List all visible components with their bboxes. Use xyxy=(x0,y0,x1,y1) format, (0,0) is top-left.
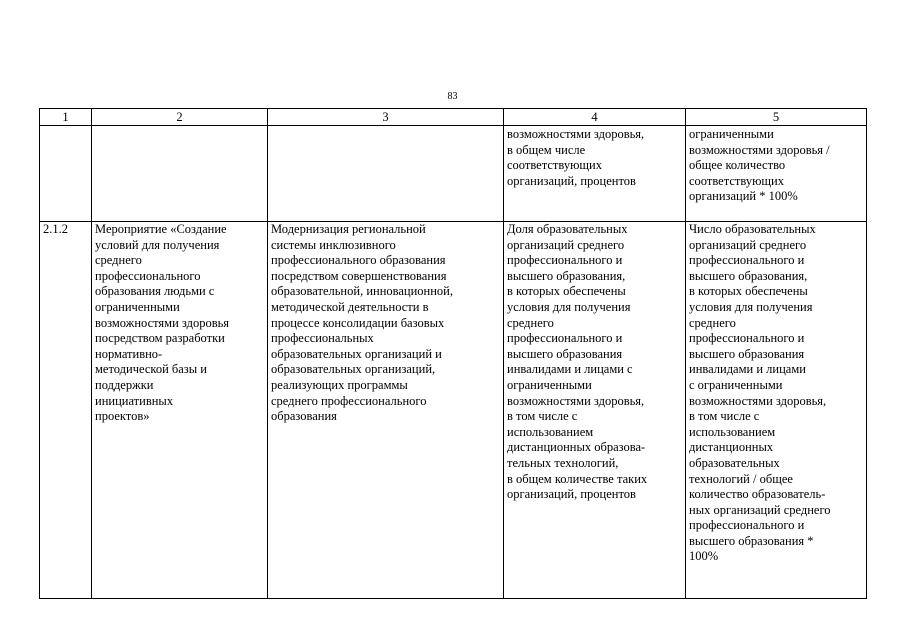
cell-item-number xyxy=(40,126,92,222)
column-header-1: 1 xyxy=(40,109,92,126)
column-header-2: 2 xyxy=(92,109,268,126)
cell-event-name: Мероприятие «Создание условий для получения среднего профессионального образования людьми с ограниченными возможностями здоровья посредством разработки нормативно- методической базы и поддержки инициативных проектов» xyxy=(92,222,268,599)
measures-table xyxy=(39,108,867,599)
cell-calculation-formula: Число образовательных организаций среднего профессионального и высшего образования, в которых обеспечены условия для получения среднего профессионального и высшего образования инвалидами и лицами с ограниченными возможностями здоровья, в том числе с использованием дистанционных образовательных технологий / общее количество образователь- ных организаций среднего профессионального и высшего образования * 100% xyxy=(686,222,867,599)
cell-mechanism xyxy=(268,126,504,222)
table-row xyxy=(40,126,867,222)
cell-mechanism: Модернизация региональной системы инклюзивного профессионального образования посредством совершенствования образовательной, инновационной, методической деятельности в процессе консолидации базовых профессиональных образовательных организаций и образовательных организаций, реализующих программы среднего профессионального образования xyxy=(268,222,504,599)
cell-indicator: Доля образовательных организаций среднего профессионального и высшего образования, в которых обеспечены условия для получения среднего профессионального и высшего образования инвалидами и лицами с ограниченными возможностями здоровья, в том числе с использованием дистанционных образова- тельных технологий, в общем количестве таких организаций, процентов xyxy=(504,222,686,599)
table-header-row xyxy=(40,109,867,126)
column-header-5: 5 xyxy=(686,109,867,126)
table-row xyxy=(40,222,867,599)
column-header-4: 4 xyxy=(504,109,686,126)
cell-calculation-formula: ограниченными возможностями здоровья / общее количество соответствующих организаций * 100% xyxy=(686,126,867,222)
column-header-3: 3 xyxy=(268,109,504,126)
cell-event-name xyxy=(92,126,268,222)
cell-item-number: 2.1.2 xyxy=(40,222,92,599)
cell-indicator: возможностями здоровья, в общем числе соответствующих организаций, процентов xyxy=(504,126,686,222)
page-number: 83 xyxy=(447,91,458,102)
